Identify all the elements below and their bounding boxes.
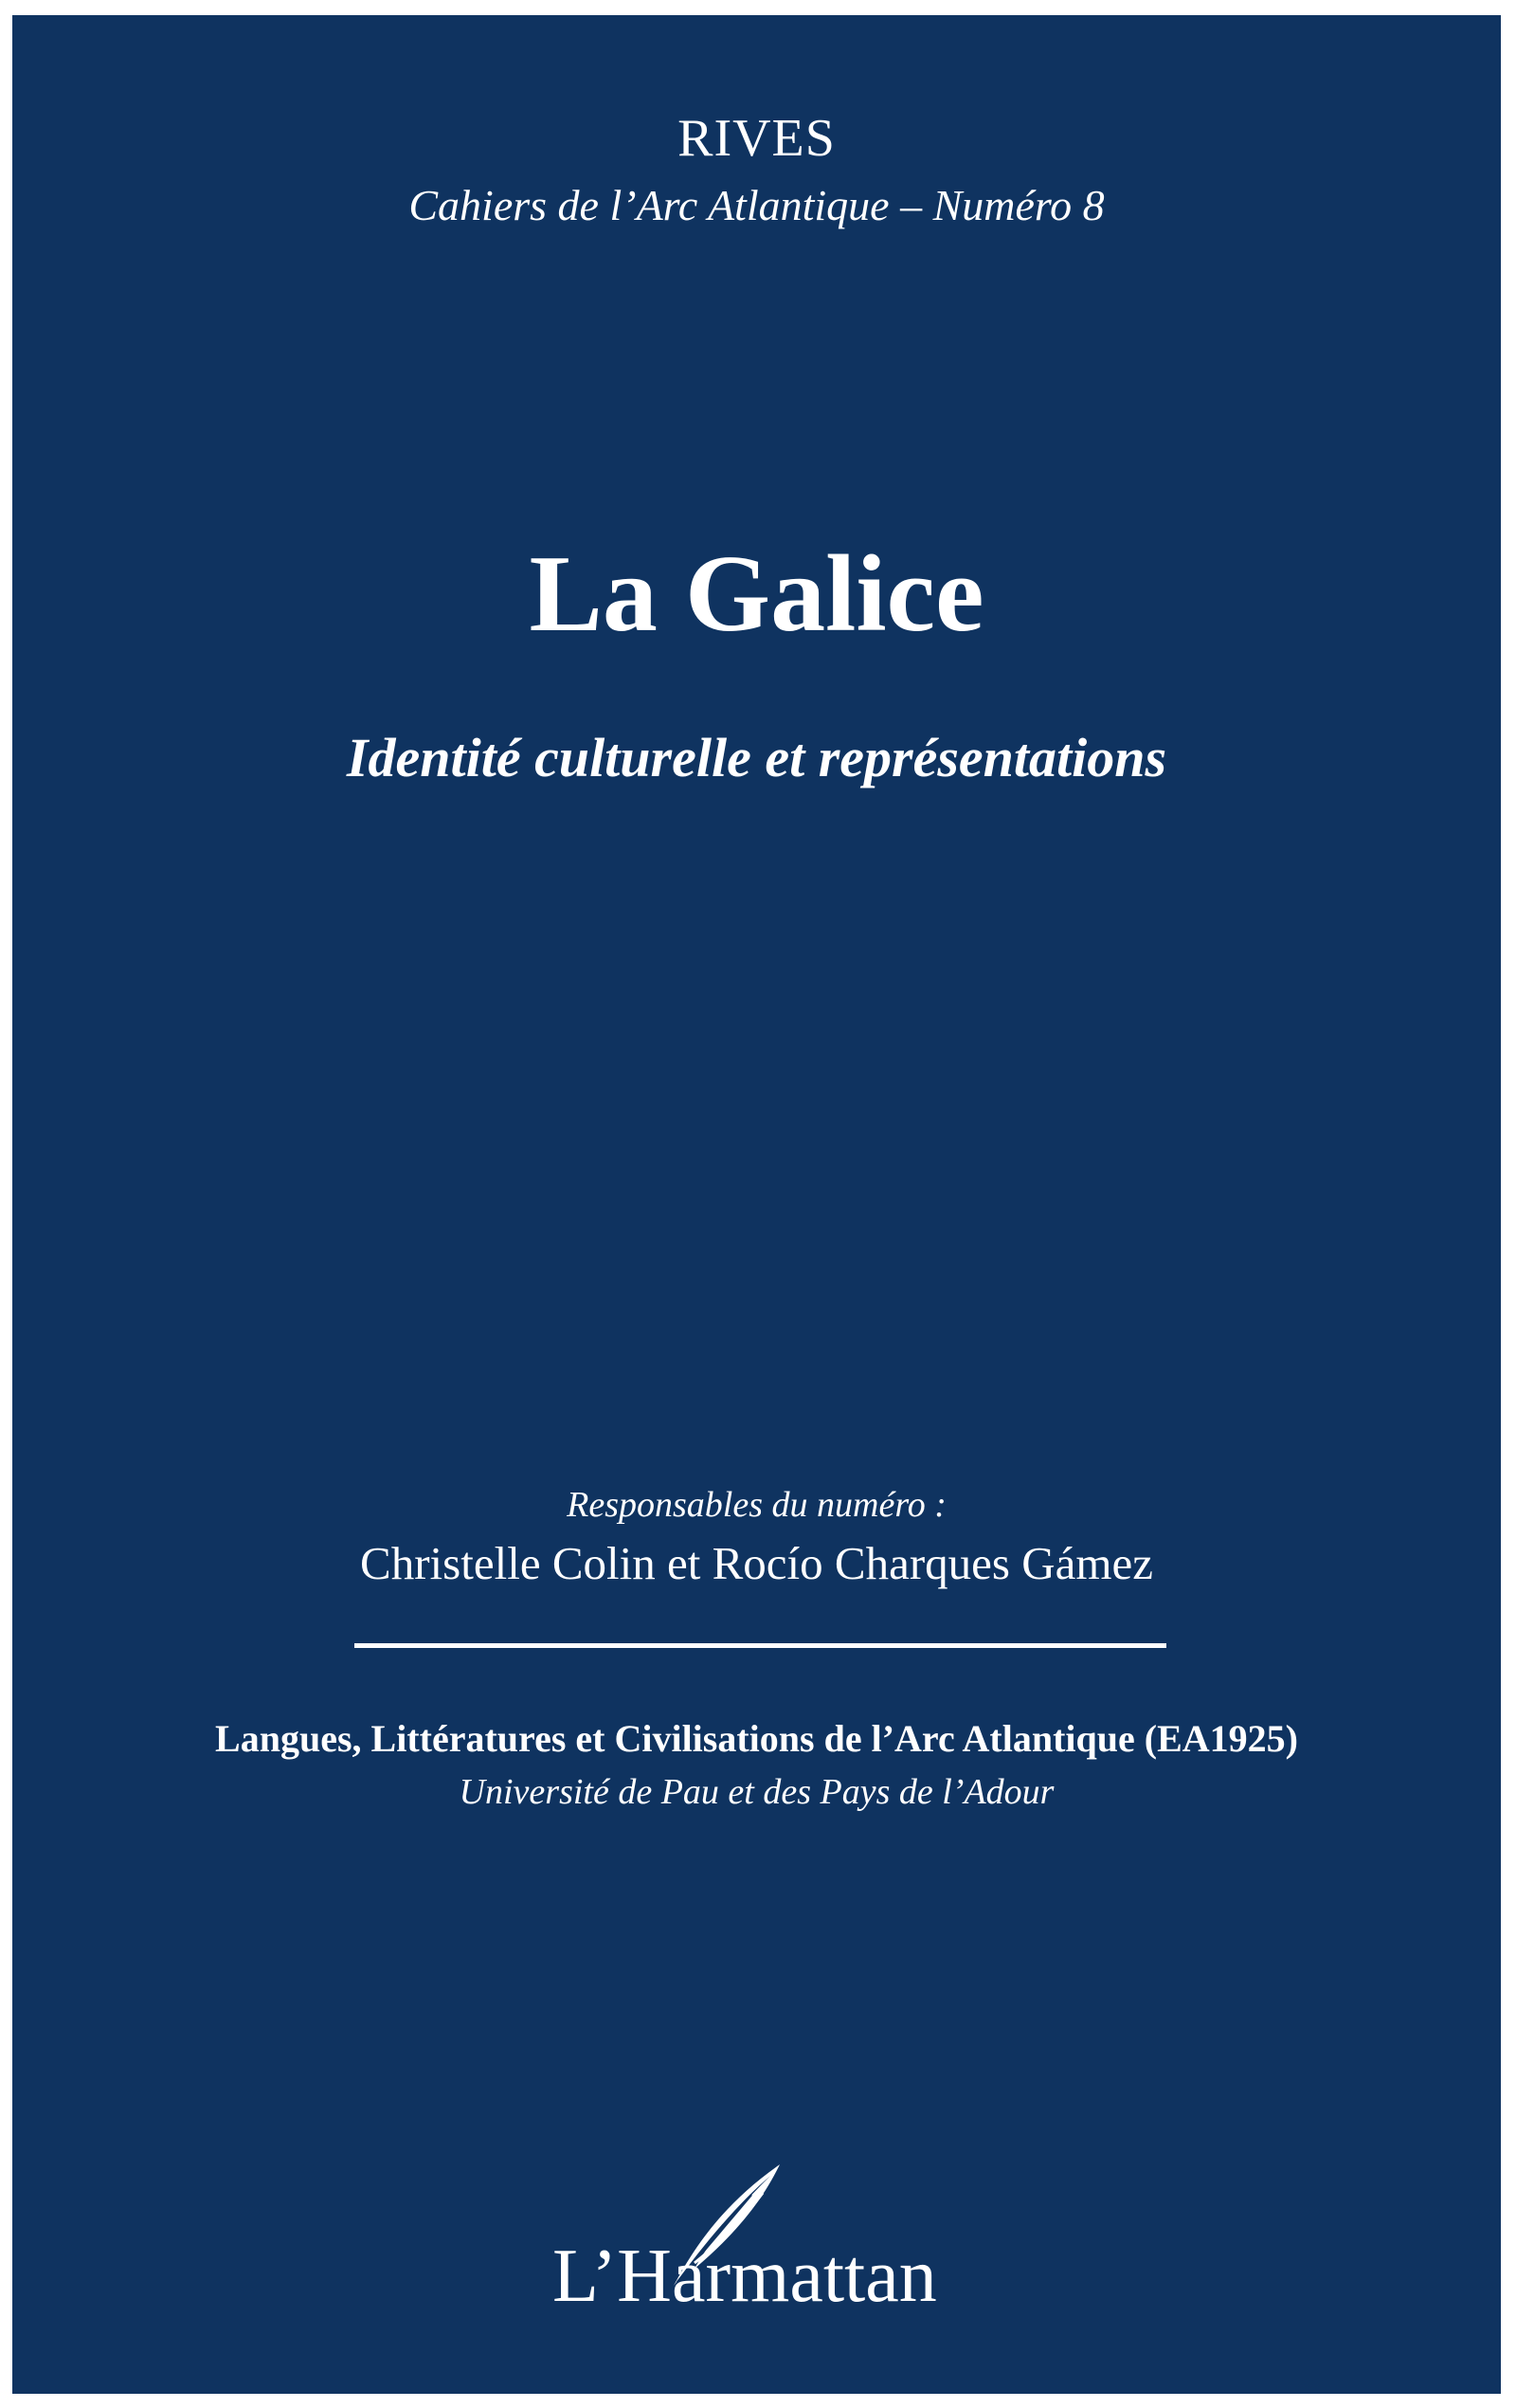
series-title: RIVES bbox=[677, 109, 836, 168]
book-title: La Galice bbox=[529, 534, 984, 655]
university-name: Université de Pau et des Pays de l’Adour bbox=[459, 1772, 1055, 1812]
research-lab-name: Langues, Littératures et Civilisations de l’Arc Atlantique (EA1925) bbox=[215, 1717, 1298, 1760]
series-subtitle: Cahiers de l’Arc Atlantique – Numéro 8 bbox=[408, 181, 1105, 229]
divider-line bbox=[354, 1643, 1166, 1648]
book-cover bbox=[12, 15, 1501, 2394]
publisher-name: L’Harmattan bbox=[552, 2235, 937, 2318]
editors-label: Responsables du numéro : bbox=[567, 1485, 947, 1525]
publisher-logo bbox=[552, 2157, 988, 2318]
book-subtitle: Identité culturelle et représentations bbox=[346, 727, 1167, 788]
editors-names: Christelle Colin et Rocío Charques Gámez bbox=[360, 1537, 1153, 1589]
